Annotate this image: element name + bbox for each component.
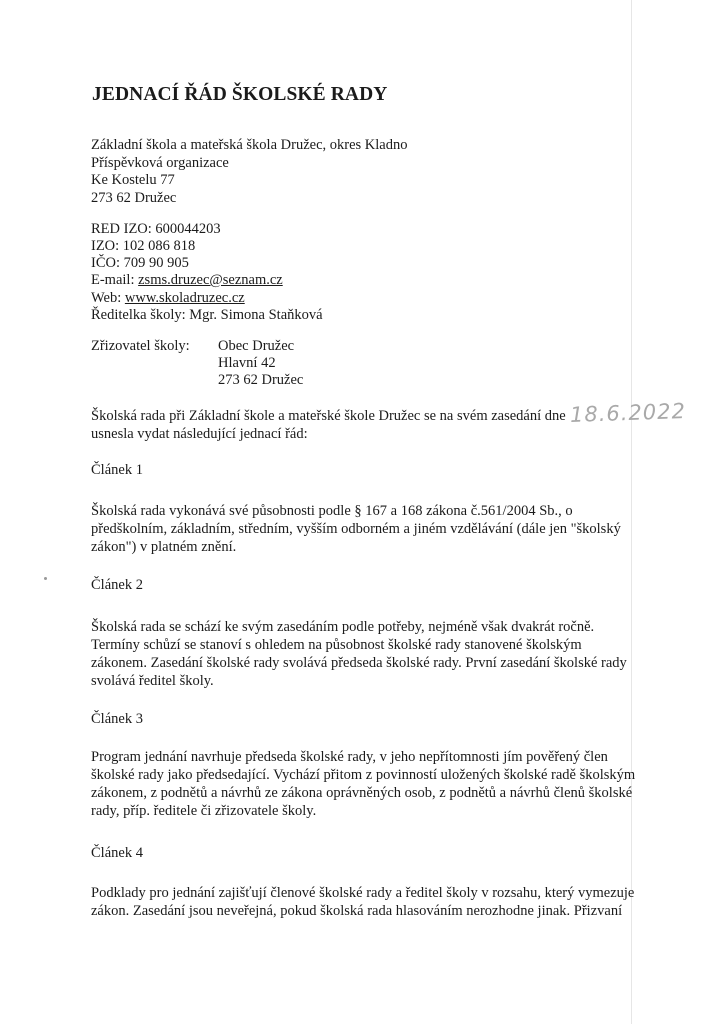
director: Ředitelka školy: Mgr. Simona Staňková (91, 307, 323, 323)
founder-city: 273 62 Družec (218, 372, 304, 388)
email-label: E-mail: (91, 272, 139, 288)
article-line: školské rady jako předsedající. Vychází přitom z povinností uložených školské radě školským (91, 767, 636, 783)
web-link[interactable]: www.skoladruzec.cz (124, 290, 245, 306)
article-line: předškolním, základním, středním, vyšším odborném a jiném vzdělávání (dále jen "školský (91, 521, 621, 537)
article-line: svolává ředitel školy. (91, 673, 214, 689)
email-link[interactable]: zsms.druzec@seznam.cz (138, 272, 283, 288)
article-line: zákon") v platném znění. (91, 539, 237, 555)
intro-line: usnesla vydat následující jednací řád: (91, 426, 308, 442)
article-line: rady, příp. ředitele či zřizovatele školy. (91, 803, 317, 819)
web-label: Web: (91, 290, 125, 306)
article-heading: Článek 2 (91, 577, 143, 593)
founder-street: Hlavní 42 (218, 355, 276, 371)
article-line: Podklady pro jednání zajišťují členové školské rady a ředitel školy v rozsahu, který vymezuje (91, 885, 635, 901)
school-city: 273 62 Družec (91, 190, 177, 206)
ico: IČO: 709 90 905 (91, 255, 189, 271)
red-izo: RED IZO: 600044203 (91, 221, 221, 237)
article-heading: Článek 1 (91, 462, 143, 478)
school-type: Příspěvková organizace (91, 155, 229, 171)
article-line: zákonem. Zasedání školské rady svolává předseda školské rady. První zasedání školské rady (91, 655, 627, 671)
school-name: Základní škola a mateřská škola Družec, okres Kladno (91, 137, 408, 153)
founder-label: Zřizovatel školy: (91, 338, 190, 354)
article-heading: Článek 4 (91, 845, 143, 861)
article-heading: Článek 3 (91, 711, 143, 727)
article-line: zákonem, z podnětů a návrhů ze zákona oprávněných osob, z podnětů a návrhů členů školské (91, 785, 633, 801)
scan-speck (44, 577, 47, 580)
email-line (91, 271, 283, 289)
izo: IZO: 102 086 818 (91, 238, 196, 254)
intro-line: Školská rada při Základní škole a mateřské škole Družec se na svém zasedání dne (91, 408, 566, 424)
web-line (91, 289, 245, 307)
school-street: Ke Kostelu 77 (91, 172, 175, 188)
article-line: Termíny schůzí se stanoví s ohledem na působnost školské rady stanovené školským (91, 637, 582, 653)
article-line: Školská rada se schází ke svým zasedáním podle potřeby, nejméně však dvakrát ročně. (91, 619, 595, 635)
article-line: Školská rada vykonává své působnosti podle § 167 a 168 zákona č.561/2004 Sb., o (91, 503, 573, 519)
founder-name: Obec Družec (218, 338, 295, 354)
article-line: Program jednání navrhuje předseda školské rady, v jeho nepřítomnosti jím pověřený člen (91, 749, 608, 765)
document-title: JEDNACÍ ŘÁD ŠKOLSKÉ RADY (92, 84, 388, 105)
article-line: zákon. Zasedání jsou neveřejná, pokud školská rada hlasováním nerozhodne jinak. Přizvaní (91, 903, 623, 919)
handwritten-date: 18.6.2022 (569, 398, 687, 428)
scan-edge-line (631, 0, 632, 1024)
